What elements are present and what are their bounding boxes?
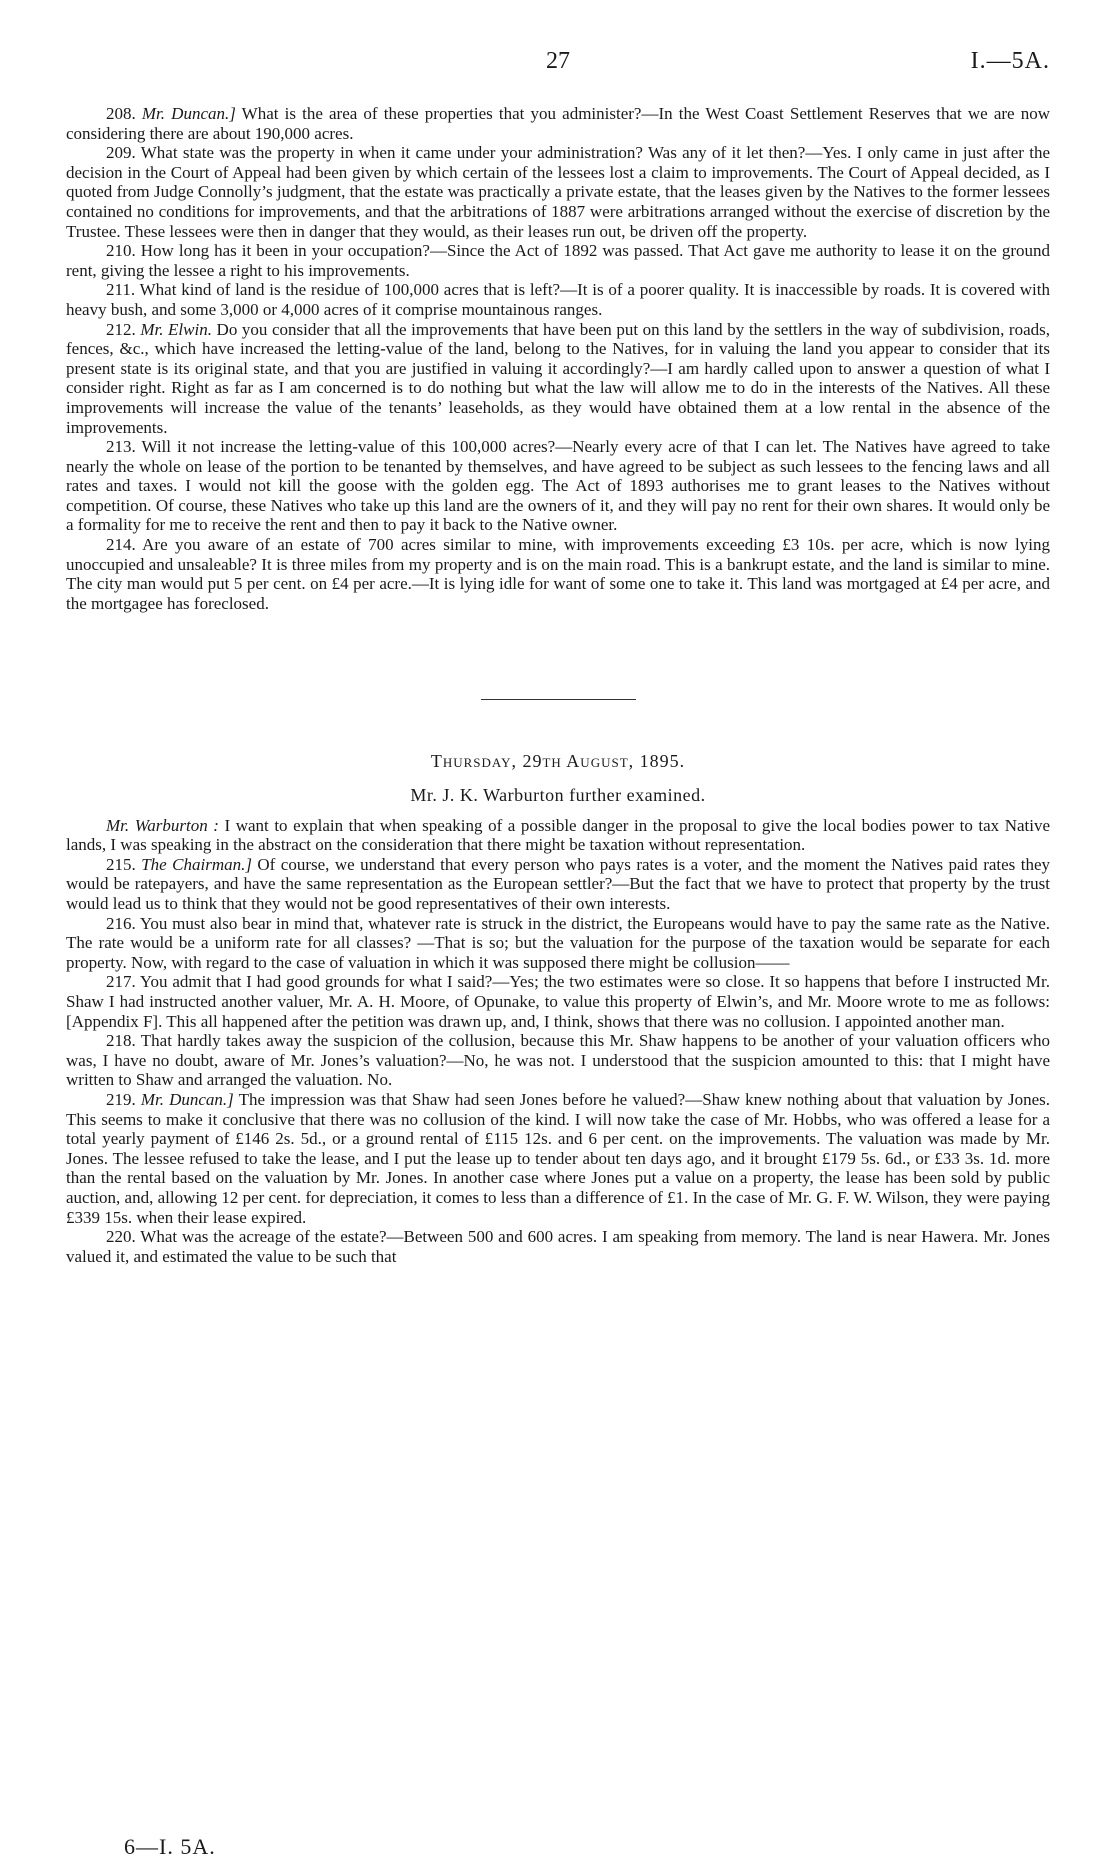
- question-paragraph: [66, 972, 1050, 1031]
- page-number: 27: [546, 48, 570, 74]
- question-number: 210.: [106, 241, 136, 261]
- question-number: 218.: [106, 1031, 136, 1051]
- question-number: 216.: [106, 913, 136, 933]
- paragraph-text: You must also bear in mind that, whatever rate is struck in the district, the Europeans would have to pay the same rate as the Native. The rate would be a uniform rate for all classes? —That is so; but the valuation for the purpose of the taxation would be separate for each property. Now, with regard to the case of valuation in which it was supposed there might be collusion——: [66, 913, 1050, 972]
- question-number: 220.: [106, 1227, 136, 1247]
- question-number: 209.: [106, 143, 136, 163]
- paragraph-text: What state was the property in when it came under your administration? Was any of it let then?—Yes. I only came in just after the decision in the Court of Appeal had been given by which certain of the lessees lost a claim to improvements. The Court of Appeal decided, as I quoted from Judge Connolly’s judgment, that the estate was practically a private estate, that the leases given by the Natives to the former lessees contained no conditions for improvements, and that the arbitrations of 1887 were arbitrations arranged without the exercise of discretion by the Trustee. These lessees were then in danger that they would, as their leases run out, be driven off the property.: [66, 143, 1050, 241]
- question-paragraph: [66, 1090, 1050, 1227]
- paragraph-text: Will it not increase the letting-value of this 100,000 acres?—Nearly every acre of that I can let. The Natives have agreed to take nearly the whole on lease of the portion to be tenanted by themselves, and have agreed to be subject as such lessees to the fencing laws and all rates and taxes. I would not kill the goose with the golden egg. The Act of 1893 authorises me to grant leases to the Natives without competition. Of course, these Natives who take up this land are the owners of it, and they will pay no rent for their own shares. It would only be a formality for me to receive the rent and then to pay it back to the Native owner.: [66, 437, 1050, 535]
- statement-paragraph: [66, 816, 1050, 855]
- paragraph-text: What was the acreage of the estate?—Between 500 and 600 acres. I am speaking from memory. The land is near Hawera. Mr. Jones valued it, and estimated the value to be such that: [66, 1227, 1050, 1266]
- speaker: Mr. Elwin.: [140, 319, 212, 339]
- witness-heading: Mr. J. K. Warburton further examined.: [410, 785, 706, 806]
- document-reference: I.—5A.: [970, 48, 1050, 74]
- question-paragraph: [66, 280, 1050, 319]
- speaker: Mr. Duncan.]: [141, 104, 236, 123]
- paragraph-text: What is the area of these properties that you administer?—In the West Coast Settlement Reserves that we are now considering there are about 190,000 acres.: [66, 104, 1050, 143]
- question-paragraph: [66, 855, 1050, 914]
- paragraph-text: Do you consider that all the improvements that have been put on this land by the settlers in the way of subdivision, roads, fences, &c., which have increased the letting-value of the land, belong to the Natives, for in valuing the land you appear to consider that its present state is its original state, and that you are justified in valuing it accordingly?—I am hardly called upon to answer a question of what I consider right. Right as far as I am concerned is to do nothing but what the law will allow me to do in the interests of the Natives. All these improvements will increase the value of the tenants’ leaseholds, as they would have obtained them at a low rental in the absence of the improvements.: [66, 319, 1050, 437]
- paragraph-text: I want to explain that when speaking of a possible danger in the proposal to give the local bodies power to tax Native lands, I was speaking in the abstract on the consideration that there might be taxation without representation.: [66, 815, 1051, 855]
- speaker: Mr. Duncan.]: [140, 1089, 234, 1109]
- section-date: Thursday, 29th August, 1895.: [430, 751, 686, 772]
- paragraph-text: How long has it been in your occupation?—Since the Act of 1892 was passed. That Act gave me authority to lease it on the ground rent, giving the lessee a right to his improvements.: [66, 241, 1050, 280]
- question-number: 215.: [106, 854, 136, 874]
- paragraph-text: Are you aware of an estate of 700 acres similar to mine, with improvements exceeding £3 10s. per acre, which is now lying unoccupied and unsaleable? It is three miles from my property and is on the main road. This is a bankrupt estate, and the land is similar to mine. The city man would put 5 per cent. on £4 per acre.—It is lying idle for want of some one to take it. This land was mortgaged at £4 per acre, and the mortgagee has foreclosed.: [66, 535, 1050, 613]
- document-body: [66, 104, 1050, 1266]
- question-number: 219.: [106, 1089, 136, 1109]
- question-paragraph: [66, 535, 1050, 613]
- question-paragraph: [66, 437, 1050, 535]
- question-paragraph: [66, 241, 1050, 280]
- question-number: 217.: [106, 972, 136, 992]
- paragraph-text: What kind of land is the residue of 100,000 acres that is left?—It is of a poorer quality. It is inaccessible by roads. It is covered with heavy bush, and some 3,000 or 4,000 acres of it comprise mountainous ranges.: [66, 280, 1050, 319]
- question-paragraph: [66, 320, 1050, 438]
- question-paragraph: [66, 1227, 1050, 1266]
- question-number: 214.: [106, 535, 136, 555]
- page-header: [66, 48, 1050, 82]
- question-number: 213.: [106, 437, 136, 457]
- question-paragraph: [66, 914, 1050, 973]
- question-number: 211.: [106, 280, 136, 300]
- speaker: Mr. Warburton :: [106, 815, 219, 835]
- question-paragraph: [66, 1031, 1050, 1090]
- question-number: 208.: [106, 104, 136, 123]
- question-paragraph: [66, 104, 1050, 143]
- paragraph-text: Of course, we understand that every person who pays rates is a voter, and the moment the Natives paid rates they would be ratepayers, and have the same representation as the European settler?—But the fact that we have to protect that property by the trust would lead us to think that they would not be good representatives of their own interests.: [66, 854, 1051, 913]
- paragraph-text: The impression was that Shaw had seen Jones before he valued?—Shaw knew nothing about that valuation by Jones. This seems to make it conclusive that there was no collusion of the kind. I will now take the case of Mr. Hobbs, who was offered a lease for a total yearly payment of £146 2s. 5d., or a ground rental of £115 12s. and 6 per cent. on the improvements. The valuation was made by Mr. Jones. The lessee refused to take the lease, and I put the lease up to tender about ten days ago, and it brought £179 5s. 6d., or £33 3s. 1d. more than the rental based on the valuation by Mr. Jones. In another case where Jones put a value on a property, the lease has been sold by public auction, and, allowing 12 per cent. for depreciation, it comes to less than a difference of £1. In the case of Mr. G. F. W. Wilson, they were paying £339 15s. when their lease expired.: [66, 1089, 1050, 1227]
- section-divider: [481, 699, 636, 700]
- speaker: The Chairman.]: [141, 854, 252, 874]
- question-paragraph: [66, 143, 1050, 241]
- paragraph-text: That hardly takes away the suspicion of the collusion, because this Mr. Shaw happens to be another of your valuation officers who was, I have no doubt, aware of Mr. Jones’s valuation?—No, he was not. I understood that the suspicion amounted to this: that I might have written to Shaw and arranged the valuation. No.: [66, 1031, 1050, 1090]
- paragraph-text: You admit that I had good grounds for what I said?—Yes; the two estimates were so close. It so happens that before I instructed Mr. Shaw I had instructed another valuer, Mr. A. H. Moore, of Opunake, to value this property of Elwin’s, and Mr. Moore wrote to me as follows: [Appendix F]. This all happened after the petition was drawn up, and, I think, shows that there was no collusion. I appointed another man.: [66, 972, 1050, 1031]
- page-signature: 6—I. 5A.: [124, 1834, 216, 1859]
- question-number: 212.: [106, 319, 136, 339]
